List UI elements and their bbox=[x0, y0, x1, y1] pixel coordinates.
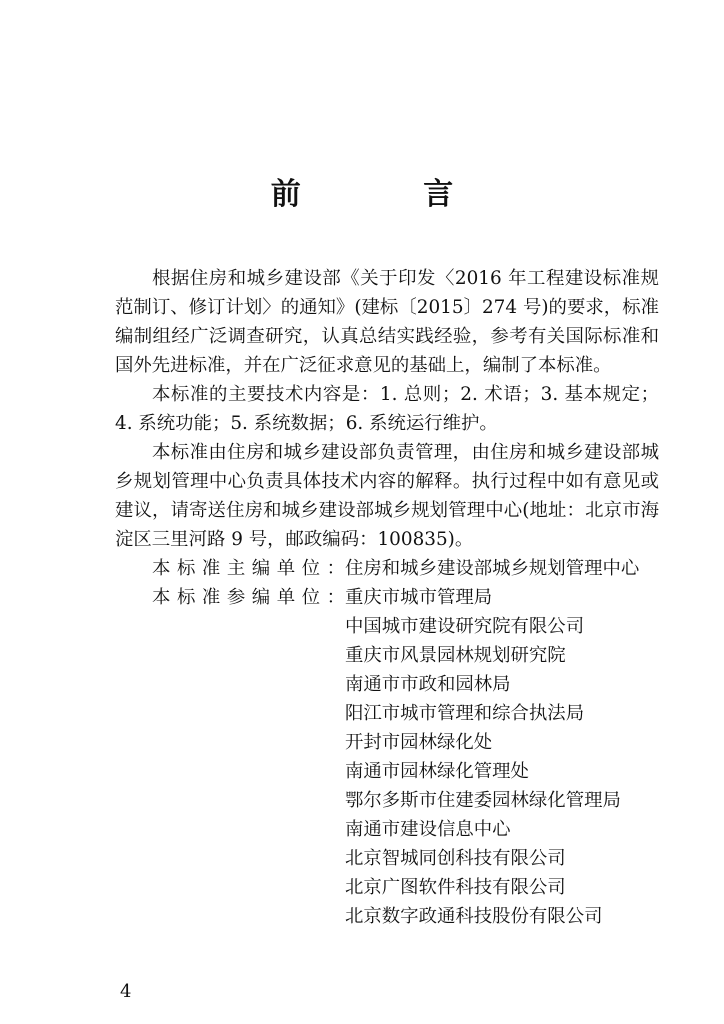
chief-unit-row bbox=[115, 554, 659, 583]
participating-units-list bbox=[345, 583, 621, 931]
participating-unit: 阳江市城市管理和综合执法局 bbox=[345, 703, 585, 724]
paragraph-main-content: 本标准的主要技术内容是：1. 总则；2. 术语；3. 基本规定；4. 系统功能；5. 系统数据；6. 系统运行维护。 bbox=[115, 384, 659, 434]
chief-unit-label: 本标准主编单位： bbox=[152, 558, 345, 579]
participating-unit: 南通市建设信息中心 bbox=[345, 819, 511, 840]
participating-unit: 重庆市城市管理局 bbox=[345, 587, 493, 608]
page-number: 4 bbox=[120, 981, 132, 1002]
paragraph-management: 本标准由住房和城乡建设部负责管理，由住房和城乡建设部城乡规划管理中心负责具体技术内容的解释。执行过程中如有意见或建议，请寄送住房和城乡建设部城乡规划管理中心(地址：北京市海淀区三里河路 9 号，邮政编码：100835)。 bbox=[115, 442, 659, 550]
participating-unit: 北京智城同创科技有限公司 bbox=[345, 848, 566, 869]
participating-unit: 南通市市政和园林局 bbox=[345, 674, 511, 695]
participating-unit: 北京广图软件科技有限公司 bbox=[345, 877, 566, 898]
participating-unit: 重庆市风景园林规划研究院 bbox=[345, 645, 566, 666]
participating-unit: 中国城市建设研究院有限公司 bbox=[345, 616, 585, 637]
participating-units-row bbox=[115, 583, 659, 931]
participating-unit: 南通市园林绿化管理处 bbox=[345, 761, 529, 782]
page-title: 前 言 bbox=[270, 177, 510, 212]
chief-unit-name: 住房和城乡建设部城乡规划管理中心 bbox=[345, 558, 640, 579]
participating-units-label: 本标准参编单位： bbox=[152, 587, 345, 608]
participating-unit: 开封市园林绿化处 bbox=[345, 732, 493, 753]
preface-body bbox=[115, 264, 659, 931]
participating-unit: 鄂尔多斯市住建委园林绿化管理局 bbox=[345, 790, 621, 811]
participating-unit: 北京数字政通科技股份有限公司 bbox=[345, 906, 603, 927]
paragraph-basis: 根据住房和城乡建设部《关于印发〈2016 年工程建设标准规范制订、修订计划〉的通知》(建标〔2015〕274 号)的要求，标准编制组经广泛调查研究，认真总结实践经验，参考有关国际标准和国外先进标准，并在广泛征求意见的基础上，编制了本标准。 bbox=[115, 268, 659, 376]
